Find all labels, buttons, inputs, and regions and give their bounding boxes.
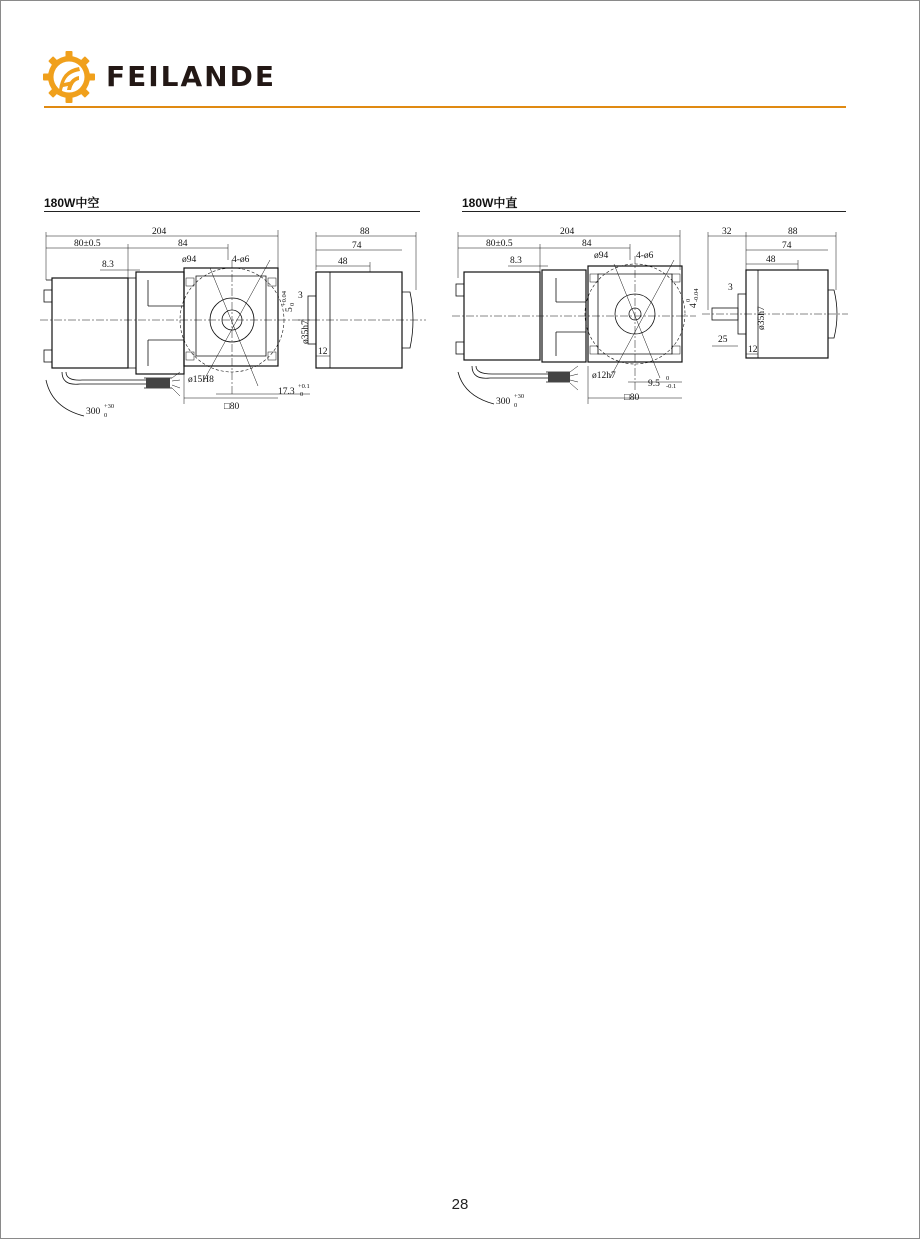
drawing-hollow-shaft — [40, 220, 430, 430]
dim-gear-length: 84 — [178, 239, 188, 249]
dim-overall-length: 204 — [152, 227, 167, 237]
dim-side-25: 25 — [718, 335, 728, 345]
dim-mounting-holes: 4-ø6 — [232, 255, 250, 265]
dim-pcd-2: ø94 — [594, 251, 609, 261]
dim-side-3-2: 3 — [728, 283, 733, 293]
page-number: 28 — [451, 1196, 469, 1213]
gear-logo-icon — [42, 50, 96, 104]
dim-pcd: ø94 — [182, 255, 197, 265]
dim-key-width: 5 — [285, 307, 295, 312]
dim-key-height-2: 9.5 — [648, 379, 660, 389]
dim-shaft: ø12h7 — [592, 371, 616, 381]
dim-mounting-holes-2: 4-ø6 — [636, 251, 654, 261]
dim-cable-length-2: 300 — [496, 397, 511, 407]
dim-pilot-2: ø35h7 — [757, 306, 767, 330]
dim-key-height: 17.3 — [278, 387, 295, 397]
dim-cable-tol-upper: +30 — [104, 403, 115, 410]
dim-key-height-tol-upper-2: 0 — [666, 375, 670, 382]
dim-cable-tol-lower: 0 — [104, 412, 108, 419]
dim-side-12-2: 12 — [748, 345, 758, 355]
dim-square-2: □80 — [624, 393, 640, 403]
dim-side-74-2: 74 — [782, 241, 792, 251]
dim-cable-length: 300 — [86, 407, 101, 417]
dim-key-width-tol-lower-2: -0.04 — [693, 288, 700, 302]
section-divider-straight — [462, 211, 846, 212]
header-logo — [42, 50, 342, 104]
dim-key-width-tol-upper: +0.04 — [281, 290, 288, 306]
dim-side-3: 3 — [298, 291, 303, 301]
dim-motor-length-2: 80±0.5 — [486, 239, 513, 249]
dim-bore: ø15H8 — [188, 375, 214, 385]
dim-overall-length-2: 204 — [560, 227, 575, 237]
dim-key-height-tol-upper: +0.1 — [298, 383, 310, 390]
dim-key-width-tol-lower: 0 — [289, 302, 296, 306]
brand-name: FEILANDE — [106, 60, 276, 93]
header-divider — [44, 106, 846, 108]
dim-key-width-tol-upper-2: 0 — [685, 298, 692, 302]
dim-side-48: 48 — [338, 257, 348, 267]
dim-side-width-2: 88 — [788, 227, 798, 237]
section-title-hollow: 180W中空 — [44, 196, 100, 210]
dim-side-74: 74 — [352, 241, 362, 251]
dim-side-width: 88 — [360, 227, 370, 237]
dim-side-12: 12 — [318, 347, 328, 357]
dim-cable-tol-lower-2: 0 — [514, 402, 518, 409]
dim-cable-tol-upper-2: +30 — [514, 393, 525, 400]
dim-shaft-length: 32 — [722, 227, 732, 237]
dim-key-height-tol-lower-2: -0.1 — [666, 383, 677, 390]
dim-pilot: ø35h7 — [301, 320, 311, 344]
dim-square: □80 — [224, 402, 240, 412]
section-title-straight: 180W中直 — [462, 196, 518, 210]
section-divider-hollow — [44, 211, 420, 212]
dim-side-48-2: 48 — [766, 255, 776, 265]
drawing-straight-shaft — [452, 220, 862, 420]
dim-flange-offset-2: 8.3 — [510, 256, 522, 266]
dim-motor-length: 80±0.5 — [74, 239, 101, 249]
dim-key-height-tol-lower: 0 — [300, 391, 304, 398]
dim-gear-length-2: 84 — [582, 239, 592, 249]
dim-key-width-2: 4 — [689, 303, 699, 308]
dim-flange-offset: 8.3 — [102, 260, 114, 270]
